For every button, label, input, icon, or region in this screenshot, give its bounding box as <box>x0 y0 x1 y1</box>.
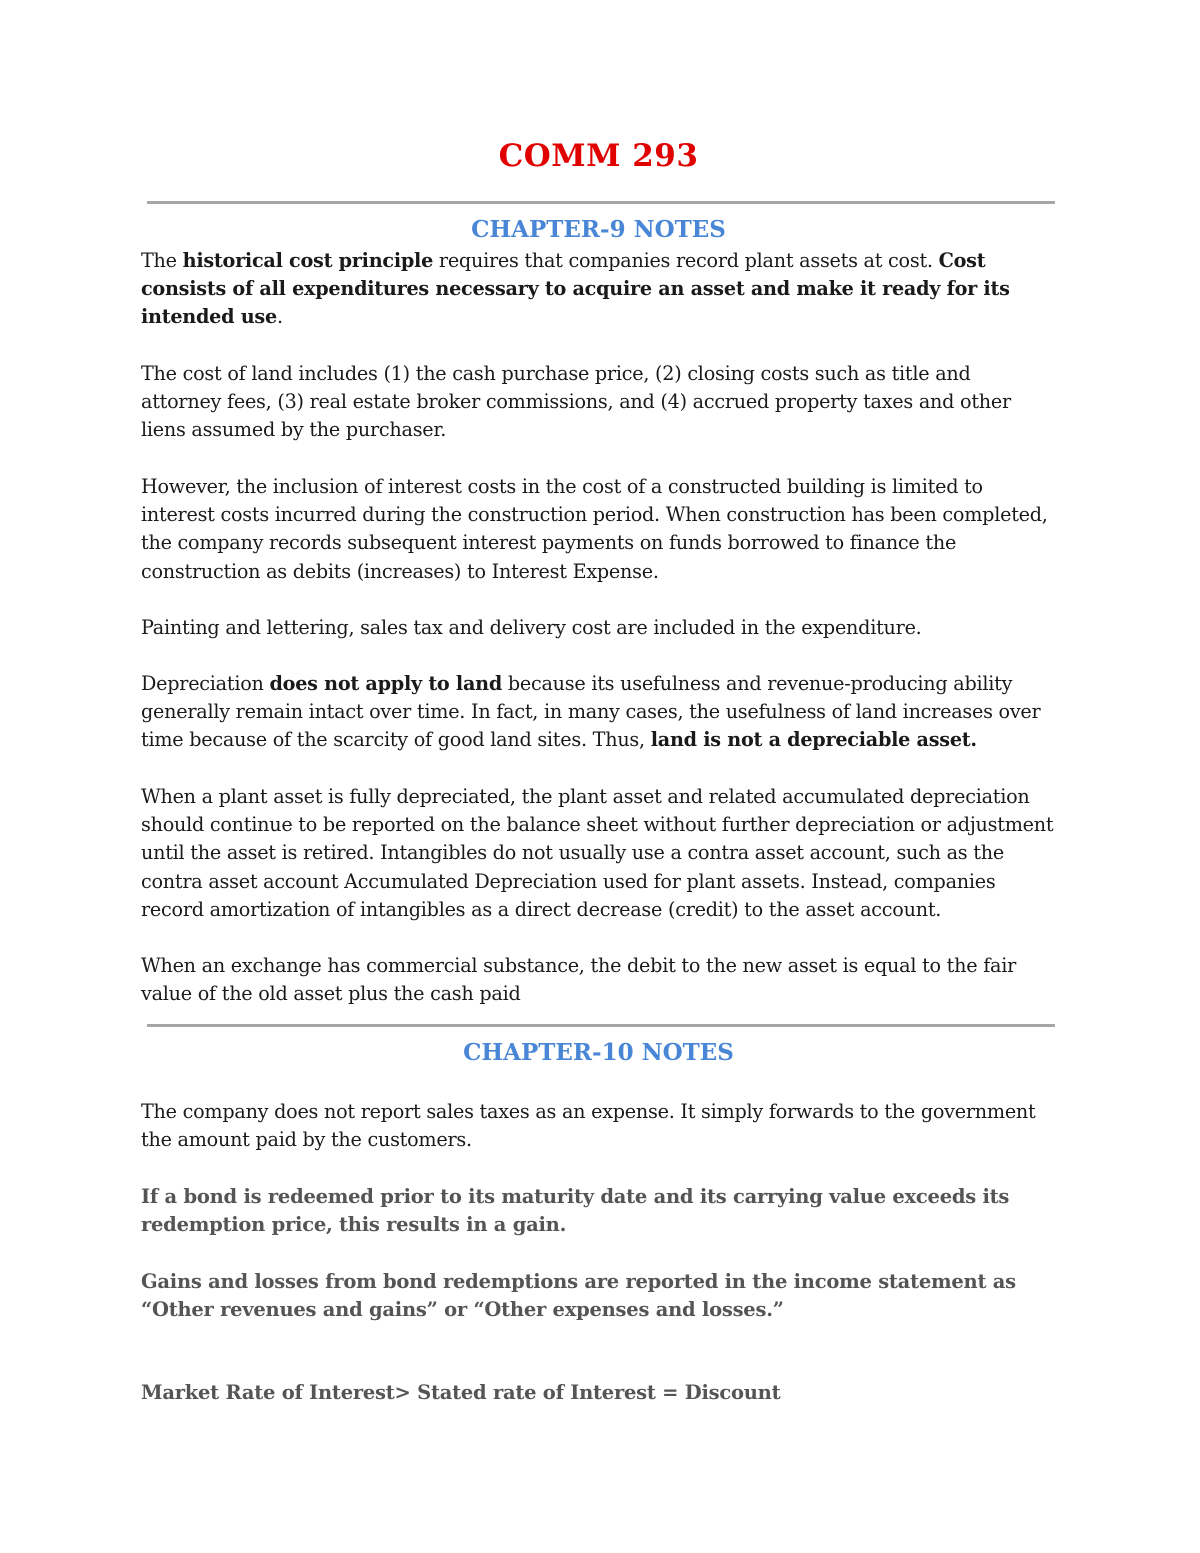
ch9-paragraph-depreciation-land <box>141 670 1056 755</box>
ch9-paragraph-interest-costs: However, the inclusion of interest costs in the cost of a constructed building is limited to interest costs incurred during the construction period. When construction has been completed, the company records subsequent interest payments on funds borrowed to finance the construction as debits (increases) to Interest Expense. <box>141 475 1048 583</box>
ch10-paragraph-market-rate: Market Rate of Interest> Stated rate of Interest = Discount <box>141 1381 781 1404</box>
ch9-paragraph-exchange: When an exchange has commercial substance, the debit to the new asset is equal to the fair value of the old asset plus the cash paid <box>141 954 1017 1006</box>
document-title: COMM 293 <box>498 138 699 174</box>
ch9-paragraph-fully-depreciated: When a plant asset is fully depreciated, the plant asset and related accumulated depreciation should continue to be reported on the balance sheet without further depreciation or adjustment until the asset is retired. Intangibles do not usually use a contra asset account, such as the contra asset account Accumulated Depreciation used for plant assets. Instead, companies record amortization of intangibles as a direct decrease (credit) to the asset account. <box>141 785 1054 921</box>
ch9-paragraph-historical-cost <box>141 247 1056 332</box>
horizontal-rule <box>147 1024 1055 1027</box>
horizontal-rule <box>147 201 1055 204</box>
chapter-10-heading: CHAPTER-10 NOTES <box>463 1039 734 1066</box>
ch10-paragraph-sales-tax: The company does not report sales taxes as an expense. It simply forwards to the government the amount paid by the customers. <box>141 1100 1036 1152</box>
ch10-paragraph-gains-losses: Gains and losses from bond redemptions are reported in the income statement as “Other revenues and gains” or “Other expenses and losses.” <box>141 1270 1016 1322</box>
bold-term: historical cost principle <box>182 249 434 272</box>
bold-term: land is not a depreciable asset. <box>650 728 977 752</box>
bold-term: does not apply to land <box>269 672 502 695</box>
ch9-paragraph-land-cost: The cost of land includes (1) the cash purchase price, (2) closing costs such as title and attorney fees, (3) real estate broker commissions, and (4) accrued property taxes and other liens assumed by the purchaser. <box>141 362 1011 442</box>
text-run: because its usefulness and revenue-producing ability generally remain intact over time. In fact, in many cases, the usefulness of land increases over time because of the scarcity of good land sites. Thus, <box>141 672 1041 752</box>
bold-definition: Cost consists of all expenditures necessary to acquire an asset and make it ready for its intended use <box>141 249 1010 329</box>
ch10-paragraph-bond-redeemed: If a bond is redeemed prior to its maturity date and its carrying value exceeds its redemption price, this results in a gain. <box>141 1185 1010 1237</box>
text-run: . <box>276 305 283 329</box>
ch9-paragraph-expenditure: Painting and lettering, sales tax and delivery cost are included in the expenditure. <box>141 616 922 639</box>
chapter-9-heading: CHAPTER-9 NOTES <box>471 216 726 243</box>
text-run: requires that companies record plant assets at cost. <box>433 249 939 272</box>
text-run: The <box>141 249 183 272</box>
text-run: Depreciation <box>141 672 270 695</box>
